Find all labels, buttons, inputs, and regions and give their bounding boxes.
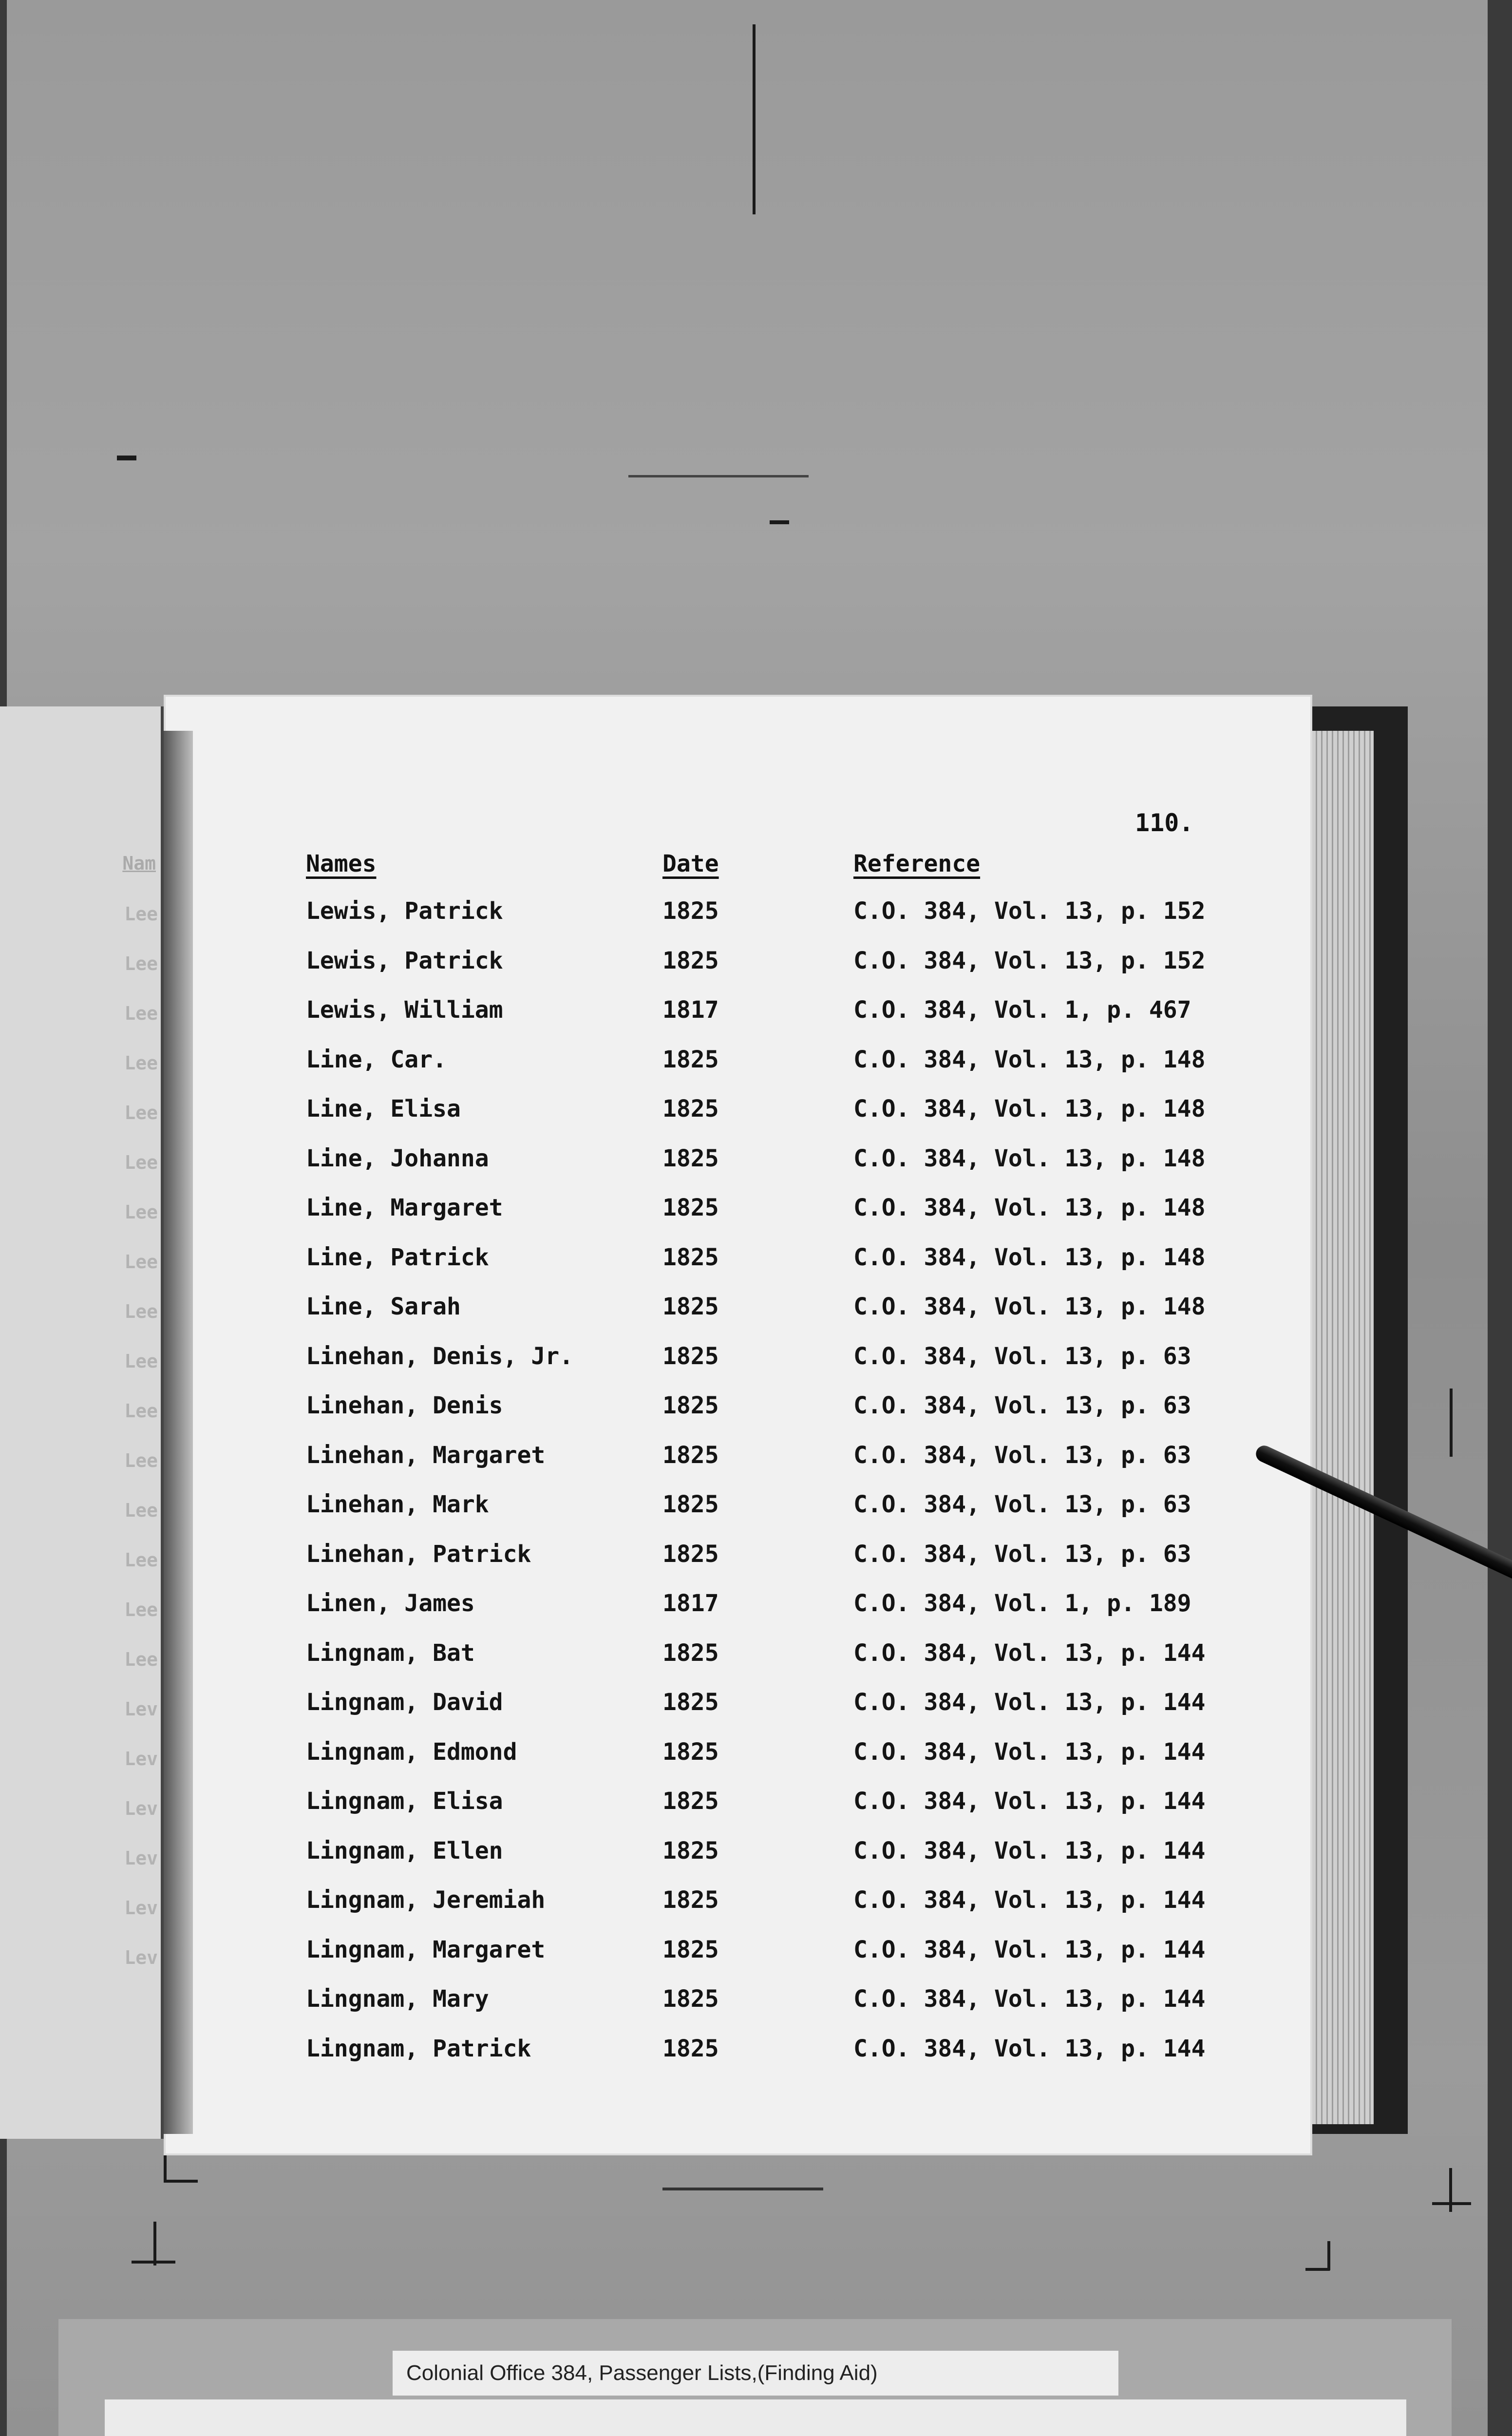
- entry-name: Lingnam, Margaret: [306, 1936, 546, 1963]
- left-page-fragment: Lee: [124, 1251, 158, 1273]
- entry-date: 1825: [662, 1936, 719, 1963]
- entry-reference: C.O. 384, Vol. 13, p. 144: [853, 1886, 1206, 1914]
- entry-row: [0, 1885, 1512, 1935]
- entry-row: [0, 1787, 1512, 1836]
- entry-date: 1825: [662, 1540, 719, 1568]
- archives-label: [105, 2399, 1406, 2436]
- entry-date: 1825: [662, 1837, 719, 1865]
- left-page-fragment: Lee: [124, 1201, 158, 1223]
- entry-name: Linen, James: [306, 1590, 475, 1617]
- entry-row: [0, 896, 1512, 946]
- entry-row: [0, 1540, 1512, 1589]
- page-number: 110.: [1135, 809, 1194, 837]
- entry-date: 1825: [662, 1639, 719, 1667]
- entry-row: [0, 995, 1512, 1045]
- left-page-fragment: Lee: [124, 1649, 158, 1670]
- entry-name: Line, Johanna: [306, 1144, 489, 1172]
- entry-date: 1825: [662, 1243, 719, 1271]
- entry-date: 1825: [662, 1738, 719, 1766]
- entry-reference: C.O. 384, Vol. 13, p. 152: [853, 947, 1206, 974]
- entry-row: [0, 1045, 1512, 1095]
- entry-row: [0, 1243, 1512, 1293]
- entry-reference: C.O. 384, Vol. 13, p. 144: [853, 2035, 1206, 2062]
- entry-row: [0, 1688, 1512, 1737]
- entry-name: Linehan, Denis, Jr.: [306, 1342, 574, 1370]
- crop-mark: [770, 520, 789, 524]
- entry-row: [0, 1292, 1512, 1342]
- entry-date: 1825: [662, 1788, 719, 1815]
- left-page-fragment: Lev: [124, 1947, 158, 1968]
- entry-name: Lewis, William: [306, 996, 503, 1024]
- crop-mark: [1432, 2202, 1471, 2205]
- left-page-fragment: Lee: [124, 1500, 158, 1521]
- entry-name: Lingnam, Elisa: [306, 1788, 503, 1815]
- entry-row: [0, 946, 1512, 996]
- entry-row: [0, 1490, 1512, 1540]
- entry-date: 1825: [662, 1194, 719, 1221]
- entry-date: 1825: [662, 1441, 719, 1469]
- entry-reference: C.O. 384, Vol. 13, p. 63: [853, 1392, 1191, 1419]
- crop-mark: [1327, 2241, 1330, 2270]
- crop-mark: [628, 475, 809, 477]
- entry-reference: C.O. 384, Vol. 1, p. 189: [853, 1590, 1191, 1617]
- entry-row: [0, 1836, 1512, 1886]
- entry-reference: C.O. 384, Vol. 13, p. 148: [853, 1095, 1206, 1123]
- entry-name: Lingnam, David: [306, 1689, 503, 1716]
- entry-reference: C.O. 384, Vol. 13, p. 148: [853, 1046, 1206, 1073]
- entry-row: [0, 1144, 1512, 1194]
- left-page-fragment: Lee: [124, 1450, 158, 1471]
- left-page-fragment: Lev: [124, 1897, 158, 1919]
- entry-row: [0, 1638, 1512, 1688]
- crop-mark: [164, 2180, 198, 2183]
- entry-date: 1825: [662, 1144, 719, 1172]
- entry-reference: C.O. 384, Vol. 13, p. 152: [853, 897, 1206, 925]
- entry-date: 1825: [662, 1392, 719, 1419]
- left-page-fragment: Lee: [124, 1400, 158, 1422]
- entry-reference: C.O. 384, Vol. 13, p. 63: [853, 1342, 1191, 1370]
- entry-name: Line, Car.: [306, 1046, 447, 1073]
- left-page-fragment: Lee: [124, 1301, 158, 1322]
- entry-date: 1825: [662, 1046, 719, 1073]
- entry-name: Lingnam, Edmond: [306, 1738, 517, 1766]
- left-page-header-fragment: Nam: [122, 853, 156, 874]
- entry-row: [0, 1984, 1512, 2034]
- entry-reference: C.O. 384, Vol. 13, p. 144: [853, 1788, 1206, 1815]
- entry-name: Line, Patrick: [306, 1243, 489, 1271]
- entry-name: Linehan, Margaret: [306, 1441, 546, 1469]
- crop-mark: [132, 2261, 175, 2264]
- entry-row: [0, 1193, 1512, 1243]
- entry-date: 1825: [662, 1491, 719, 1518]
- entry-name: Lewis, Patrick: [306, 897, 503, 925]
- crop-mark: [153, 2222, 156, 2265]
- crop-mark: [1305, 2268, 1330, 2271]
- entry-reference: C.O. 384, Vol. 13, p. 63: [853, 1441, 1191, 1469]
- crop-mark: [117, 456, 136, 460]
- entry-name: Linehan, Denis: [306, 1392, 503, 1419]
- entry-date: 1817: [662, 1590, 719, 1617]
- entry-date: 1825: [662, 1342, 719, 1370]
- left-page-fragment: Lev: [124, 1798, 158, 1819]
- entry-date: 1825: [662, 1689, 719, 1716]
- entry-row: [0, 1935, 1512, 1985]
- entry-name: Lingnam, Patrick: [306, 2035, 531, 2062]
- entry-name: Lingnam, Mary: [306, 1985, 489, 2013]
- entry-name: Lingnam, Ellen: [306, 1837, 503, 1865]
- left-page-fragment: Lee: [124, 1102, 158, 1123]
- entry-date: 1825: [662, 1293, 719, 1320]
- left-page-fragment: Lev: [124, 1698, 158, 1720]
- column-header-reference: Reference: [853, 850, 981, 877]
- entry-date: 1825: [662, 2035, 719, 2062]
- entry-row: [0, 1737, 1512, 1787]
- entry-row: [0, 1342, 1512, 1391]
- entry-date: 1825: [662, 1095, 719, 1123]
- column-header-date: Date: [662, 850, 719, 877]
- entry-date: 1825: [662, 1886, 719, 1914]
- entry-reference: C.O. 384, Vol. 13, p. 144: [853, 1985, 1206, 2013]
- entry-date: 1825: [662, 897, 719, 925]
- entry-row: [0, 1094, 1512, 1144]
- entry-reference: C.O. 384, Vol. 13, p. 144: [853, 1936, 1206, 1963]
- entry-name: Lingnam, Bat: [306, 1639, 475, 1667]
- entry-reference: C.O. 384, Vol. 13, p. 144: [853, 1639, 1206, 1667]
- entry-row: [0, 1589, 1512, 1638]
- crop-mark: [1449, 2168, 1452, 2212]
- entry-reference: C.O. 384, Vol. 13, p. 144: [853, 1837, 1206, 1865]
- left-page-fragment: Lee: [124, 1052, 158, 1074]
- entry-row: [0, 2034, 1512, 2084]
- entry-name: Line, Elisa: [306, 1095, 461, 1123]
- column-header-names: Names: [306, 850, 377, 877]
- entry-date: 1817: [662, 996, 719, 1024]
- crop-mark: [753, 24, 756, 214]
- left-page-fragment: Lee: [124, 1152, 158, 1173]
- entry-reference: C.O. 384, Vol. 13, p. 148: [853, 1194, 1206, 1221]
- entry-date: 1825: [662, 1985, 719, 2013]
- entry-reference: C.O. 384, Vol. 13, p. 144: [853, 1689, 1206, 1716]
- entry-reference: C.O. 384, Vol. 13, p. 148: [853, 1144, 1206, 1172]
- entry-reference: C.O. 384, Vol. 13, p. 63: [853, 1540, 1191, 1568]
- left-page-fragment: Lev: [124, 1748, 158, 1770]
- left-page-fragment: Lee: [124, 903, 158, 925]
- left-page-fragment: Lee: [124, 1599, 158, 1620]
- left-page-fragment: Lee: [124, 953, 158, 974]
- entry-row: [0, 1391, 1512, 1441]
- entry-name: Linehan, Patrick: [306, 1540, 531, 1568]
- entry-name: Line, Margaret: [306, 1194, 503, 1221]
- entry-reference: C.O. 384, Vol. 13, p. 144: [853, 1738, 1206, 1766]
- left-page-fragment: Lee: [124, 1003, 158, 1024]
- entry-name: Linehan, Mark: [306, 1491, 489, 1518]
- entry-name: Lewis, Patrick: [306, 947, 503, 974]
- entry-name: Lingnam, Jeremiah: [306, 1886, 546, 1914]
- entry-list: [0, 896, 1512, 2083]
- left-page-fragment: Lee: [124, 1549, 158, 1571]
- entry-date: 1825: [662, 947, 719, 974]
- left-page-fragment: Lee: [124, 1351, 158, 1372]
- left-page-fragment: Lev: [124, 1847, 158, 1869]
- entry-reference: C.O. 384, Vol. 13, p. 148: [853, 1243, 1206, 1271]
- entry-reference: C.O. 384, Vol. 1, p. 467: [853, 996, 1191, 1024]
- entry-reference: C.O. 384, Vol. 13, p. 148: [853, 1293, 1206, 1320]
- entry-name: Line, Sarah: [306, 1293, 461, 1320]
- caption-strip: Colonial Office 384, Passenger Lists,(Finding Aid): [393, 2351, 1118, 2396]
- crop-mark: [662, 2188, 823, 2190]
- entry-reference: C.O. 384, Vol. 13, p. 63: [853, 1491, 1191, 1518]
